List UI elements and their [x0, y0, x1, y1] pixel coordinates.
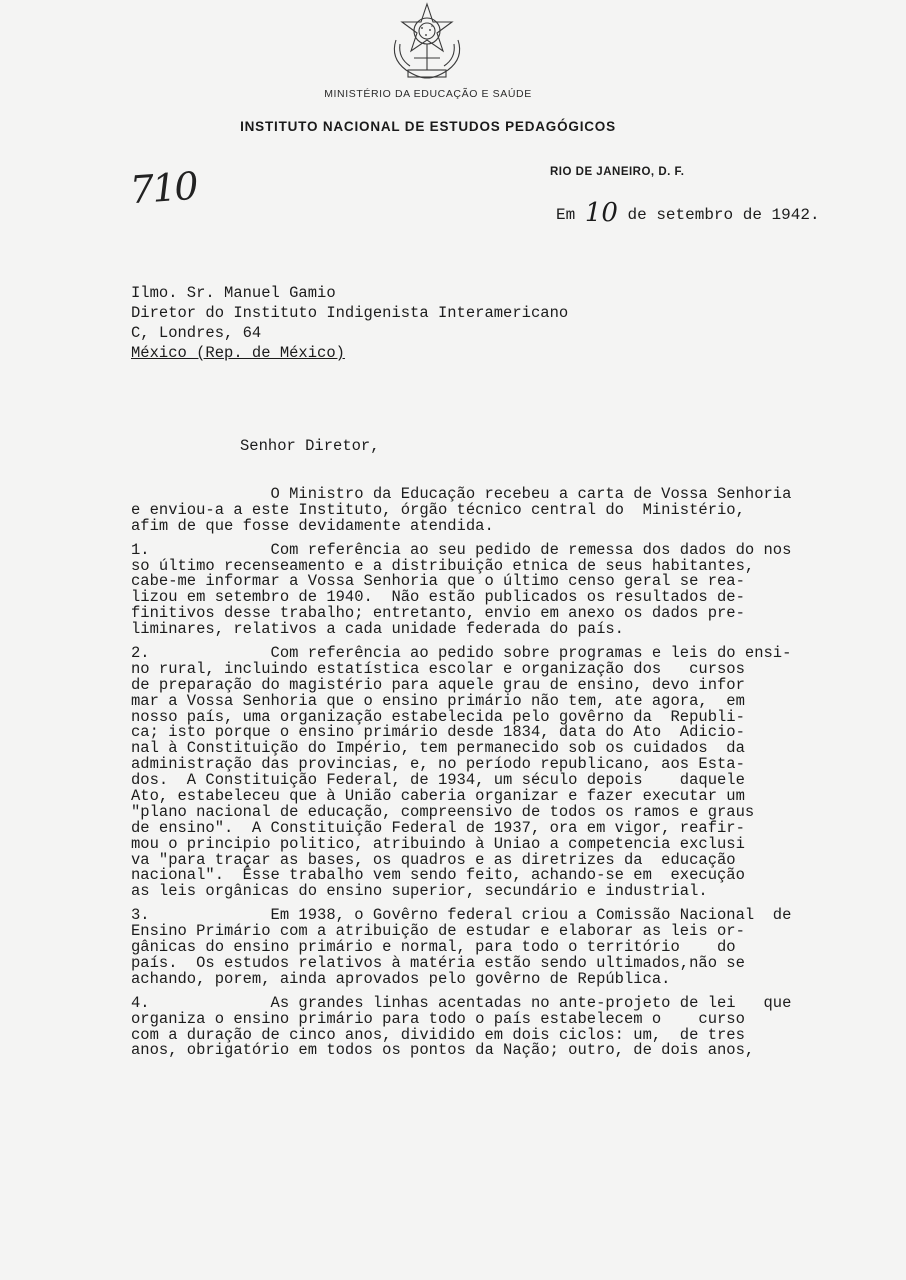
date-prefix: Em	[556, 206, 585, 224]
recipient-address	[131, 283, 568, 363]
salutation: Senhor Diretor,	[240, 437, 380, 455]
paragraph-line: organiza o ensino primário para todo o país estabelecem o curso	[131, 1009, 745, 1028]
paragraph-line: 3. Em 1938, o Govêrno federal criou a Comissão Nacional de	[131, 906, 792, 925]
paragraph-line: dos. A Constituição Federal, de 1934, um século depois daquele	[131, 771, 745, 790]
paragraph-line: e enviou-a a este Instituto, órgão técnico central do Ministério,	[131, 500, 745, 519]
paragraph-line: Ensino Primário com a atribuição de estudar e elaborar as leis or-	[131, 922, 745, 941]
paragraph-line: país. Os estudos relativos à matéria estão sendo ultimados,não se	[131, 953, 745, 972]
paragraph-line: va "para traçar as bases, os quadros e as diretrizes da educação	[131, 850, 736, 869]
paragraph-line: no rural, incluindo estatística escolar e organização dos cursos	[131, 659, 745, 678]
paragraph-line: 4. As grandes linhas acentadas no ante-projeto de lei que	[131, 993, 792, 1012]
brazil-coat-of-arms-icon	[384, 0, 470, 84]
letterhead-city: RIO DE JANEIRO, D. F.	[550, 166, 685, 178]
paragraph-line: cabe-me informar a Vossa Senhoria que o último censo geral se rea-	[131, 572, 745, 591]
paragraph-line: de preparação do magistério para aquele grau de ensino, devo infor	[131, 675, 745, 694]
paragraph-line: lizou em setembro de 1940. Não estão publicados os resultados de-	[131, 588, 745, 607]
date-rest: de setembro de 1942.	[617, 206, 820, 224]
recipient-title: Diretor do Instituto Indigenista Interamericano	[131, 304, 569, 322]
paragraph-line: "plano nacional de educação, compreensivo de todos os ramos e graus	[131, 802, 755, 821]
paragraph-4	[131, 993, 861, 1060]
institute-name: INSTITUTO NACIONAL DE ESTUDOS PEDAGÓGICOS	[240, 119, 616, 134]
letter-date	[556, 196, 820, 226]
paragraph-line: achando, porem, ainda aprovados pelo govêrno de República.	[131, 969, 671, 988]
paragraph-line: administração das provincias, e, no período republicano, aos Esta-	[131, 755, 745, 774]
paragraph-line: 2. Com referência ao pedido sobre programas e leis do ensi-	[131, 644, 792, 663]
paragraph-line: nal à Constituição do Império, tem permanecido sob os cuidados da	[131, 739, 745, 758]
recipient-country: México (Rep. de México)	[131, 344, 345, 362]
recipient-street: C, Londres, 64	[131, 324, 262, 342]
recipient-name: Ilmo. Sr. Manuel Gamio	[131, 284, 336, 302]
paragraph-line: so último recenseamento e a distribuição etnica de seus habitantes,	[131, 556, 755, 575]
paragraph-line: mou o principio politico, atribuindo à Uniao a competencia exclusi	[131, 834, 745, 853]
letter-body	[131, 487, 861, 1059]
paragraph-line: com a duração de cinco anos, dividido em dois ciclos: um, de tres	[131, 1025, 745, 1044]
paragraph-line: as leis orgânicas do ensino superior, secundário e industrial.	[131, 882, 708, 901]
paragraph-line: anos, obrigatório em todos os pontos da Nação; outro, de dois anos,	[131, 1041, 755, 1060]
handwritten-reference-number: 710	[128, 163, 198, 213]
paragraph-line: mar a Vossa Senhoria que o ensino primário não tem, ate agora, em	[131, 691, 745, 710]
paragraph-line: afim de que fosse devidamente atendida.	[131, 516, 494, 535]
paragraph-3	[131, 908, 861, 987]
paragraph-line: nosso país, uma organização estabelecida pelo govêrno da Republi-	[131, 707, 745, 726]
paragraph-0	[131, 487, 861, 535]
date-day-handwritten: 10	[584, 198, 618, 228]
paragraph-line: 1. Com referência ao seu pedido de remessa dos dados do nos	[131, 540, 792, 559]
paragraph-line: O Ministro da Educação recebeu a carta de Vossa Senhoria	[131, 485, 792, 503]
paragraph-line: ca; isto porque o ensino primário desde 1834, data do Ato Adicio-	[131, 723, 745, 742]
paragraph-1	[131, 540, 861, 639]
paragraph-line: gânicas do ensino primário e normal, para todo o território do	[131, 938, 736, 957]
ministry-name: MINISTÉRIO DA EDUCAÇÃO E SAÚDE	[324, 88, 532, 100]
paragraph-line: nacional". Êsse trabalho vem sendo feito, achando-se em execução	[131, 866, 745, 885]
paragraph-line: Ato, estabeleceu que à União caberia organizar e fazer executar um	[131, 787, 745, 806]
paragraph-line: liminares, relativos a cada unidade federada do país.	[131, 620, 624, 639]
paragraph-line: de ensino". A Constituição Federal de 1937, ora em vigor, reafir-	[131, 818, 745, 837]
paragraph-2	[131, 646, 861, 900]
paragraph-line: finitivos desse trabalho; entretanto, envio em anexo os dados pre-	[131, 604, 745, 623]
